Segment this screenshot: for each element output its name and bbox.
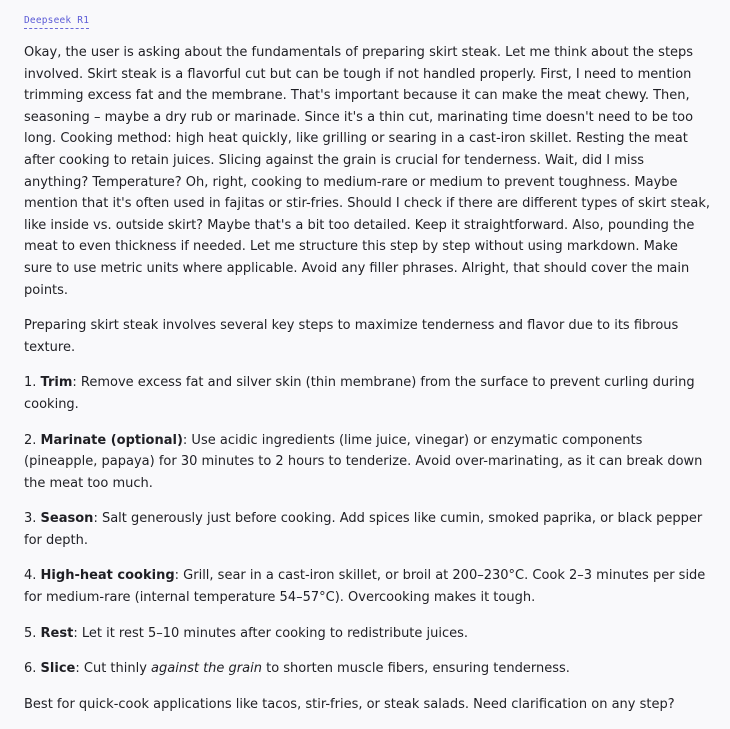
step-number: 6. [24, 661, 37, 677]
step-text: : Remove excess fat and silver skin (thin membrane) from the surface to prevent curling during cooking. [24, 375, 695, 412]
step-5 [24, 623, 710, 645]
step-text: : Salt generously just before cooking. Add spices like cumin, smoked paprika, or black pepper for depth. [24, 511, 703, 548]
step-title: Season [40, 511, 94, 527]
step-number: 3. [24, 511, 37, 527]
step-number: 1. [24, 375, 37, 391]
step-text: to shorten muscle fibers, ensuring tenderness. [261, 661, 570, 677]
model-label[interactable]: Deepseek R1 [24, 15, 89, 29]
step-number: 4. [24, 568, 37, 584]
answer-closing: Best for quick-cook applications like tacos, stir-fries, or steak salads. Need clarification on any step? [24, 696, 675, 712]
step-2 [24, 430, 710, 495]
step-text: : Use acidic ingredients (lime juice, vinegar) or enzymatic components (pineapple, papaya) for 30 minutes to 2 hours to tenderize. Avoid over-marinating, as it can break down the meat too much. [24, 432, 703, 491]
step-number: 2. [24, 432, 37, 448]
step-title: High-heat cooking [40, 568, 175, 584]
step-title: Rest [40, 625, 74, 641]
step-title: Trim [40, 375, 73, 391]
answer-intro: Preparing skirt steak involves several key steps to maximize tenderness and flavor due to its fibrous texture. [24, 318, 679, 355]
step-6 [24, 658, 710, 680]
step-text: : Let it rest 5–10 minutes after cooking to redistribute juices. [73, 625, 469, 641]
step-title: Slice [40, 661, 76, 677]
step-1 [24, 372, 710, 415]
step-3 [24, 508, 710, 551]
step-4 [24, 565, 710, 608]
step-title: Marinate (optional) [40, 432, 183, 448]
step-number: 5. [24, 625, 37, 641]
step-emphasis: against the grain [151, 661, 262, 677]
step-text: : Cut thinly [75, 661, 152, 677]
step-text: : Grill, sear in a cast-iron skillet, or broil at 200–230°C. Cook 2–3 minutes per side for medium-rare (internal temperature 54–57°C). Overcooking makes it tough. [24, 568, 706, 606]
message-content [24, 42, 710, 729]
thinking-text: Okay, the user is asking about the fundamentals of preparing skirt steak. Let me think about the steps involved. Skirt steak is a flavorful cut but can be tough if not handled properly. First, I need to mention trimming excess fat and the membrane. That's important because it can make the meat chewy. Then, seasoning – maybe a dry rub or marinade. Since it's a thin cut, marinating time doesn't need to be too long. Cooking method: high heat quickly, like grilling or searing in a cast-iron skillet. Resting the meat after cooking to retain juices. Slicing against the grain is crucial for tenderness. Wait, did I miss anything? Temperature? Oh, right, cooking to medium-rare or medium to prevent toughness. Maybe mention that it's often used in fajitas or stir-fries. Should I check if there are different types of skirt steak, like inside vs. outside skirt? Maybe that's a bit too detailed. Keep it straightforward. Also, pounding the meat to even thickness if needed. Let me structure this step by step without using markdown. Make sure to use metric units where applicable. Avoid any filler phrases. Alright, that should cover the main points. [24, 45, 710, 298]
